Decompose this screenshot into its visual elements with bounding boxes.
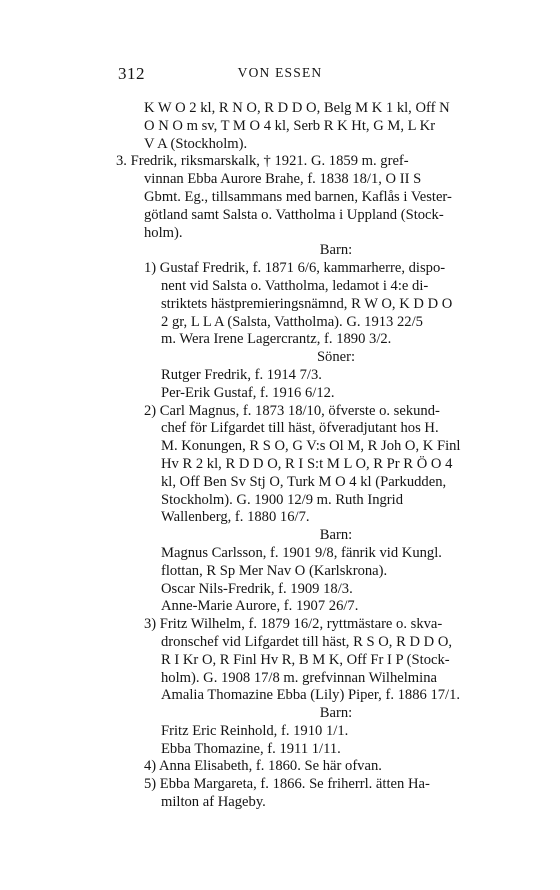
text-line: Oscar Nils-Fredrik, f. 1909 18/3.: [161, 580, 353, 597]
text-line: holm). G. 1908 17/8 m. grefvinnan Wilhelmina: [161, 669, 437, 686]
text-line: chef för Lifgardet till häst, öfveradjutant hos H.: [161, 420, 439, 437]
running-title: VON ESSEN: [237, 65, 323, 80]
text-line: V A (Stockholm).: [144, 135, 248, 152]
text-line: Fritz Eric Reinhold, f. 1910 1/1.: [161, 722, 349, 739]
text-line: 4) Anna Elisabeth, f. 1860. Se här ofvan.: [144, 758, 382, 775]
text-line: Stockholm). G. 1900 12/9 m. Ruth Ingrid: [161, 491, 404, 508]
text-line: Per-Erik Gustaf, f. 1916 6/12.: [161, 384, 335, 401]
text-line: dronschef vid Lifgardet till häst, R S O, R D D O,: [161, 633, 453, 650]
text-line: 3) Fritz Wilhelm, f. 1879 16/2, ryttmästare o. skva-: [144, 616, 443, 633]
text-line: 2 gr, L L A (Salsta, Vattholma). G. 1913 22/5: [161, 313, 423, 330]
page-number: 312: [118, 64, 145, 83]
text-line: Rutger Fredrik, f. 1914 7/3.: [161, 366, 322, 383]
text-line: Barn:: [319, 705, 353, 722]
text-line: Barn:: [319, 242, 353, 259]
text-line: 2) Carl Magnus, f. 1873 18/10, öfverste o. sekund-: [144, 402, 440, 419]
text-line: 1) Gustaf Fredrik, f. 1871 6/6, kammarherre, dispo-: [144, 260, 446, 277]
text-line: K W O 2 kl, R N O, R D D O, Belg M K 1 kl, Off N: [144, 100, 450, 116]
text-line: striktets hästpremieringsnämnd, R W O, K D D O: [161, 295, 453, 312]
text-line: Wallenberg, f. 1880 16/7.: [161, 509, 310, 526]
text-line: götland samt Salsta o. Vattholma i Uppland (Stock-: [144, 206, 444, 223]
text-line: flottan, R Sp Mer Nav O (Karlskrona).: [161, 562, 388, 579]
text-line: nent vid Salsta o. Vattholma, ledamot i 4:e di-: [161, 277, 429, 294]
text-line: Magnus Carlsson, f. 1901 9/8, fänrik vid Kungl.: [161, 544, 442, 561]
text-line: vinnan Ebba Aurore Brahe, f. 1838 18/1, O II S: [144, 171, 422, 188]
text-line: 5) Ebba Margareta, f. 1866. Se friherrl. ätten Ha-: [144, 776, 430, 793]
text-line: Amalia Thomazine Ebba (Lily) Piper, f. 1886 17/1.: [161, 687, 461, 704]
text-line: Ebba Thomazine, f. 1911 1/11.: [161, 740, 341, 757]
text-line: O N O m sv, T M O 4 kl, Serb R K Ht, G M, L Kr: [144, 117, 436, 134]
text-line: milton af Hageby.: [161, 794, 266, 811]
text-line: Gbmt. Eg., tillsammans med barnen, Kaflås i Vester-: [144, 188, 452, 205]
text-line: Hv R 2 kl, R D D O, R I S:t M L O, R Pr R Ö O 4: [161, 455, 453, 472]
text-line: m. Wera Irene Lagercrantz, f. 1890 3/2.: [161, 331, 392, 348]
text-line: Söner:: [316, 349, 356, 366]
text-line: Anne-Marie Aurore, f. 1907 26/7.: [161, 598, 359, 615]
text-line: M. Konungen, R S O, G V:s Ol M, R Joh O, K Finl: [161, 438, 461, 455]
text-line: R I Kr O, R Finl Hv R, B M K, Off Fr I P (Stock-: [161, 651, 450, 668]
text-line: holm).: [144, 224, 183, 241]
genealogy-text: [116, 100, 526, 812]
page-header: [0, 64, 560, 88]
text-line: 3. Fredrik, riksmarskalk, † 1921. G. 1859 m. gref-: [116, 153, 409, 170]
text-line: Barn:: [319, 527, 353, 544]
text-line: kl, Off Ben Sv Stj O, Turk M O 4 kl (Parkudden,: [161, 473, 447, 490]
